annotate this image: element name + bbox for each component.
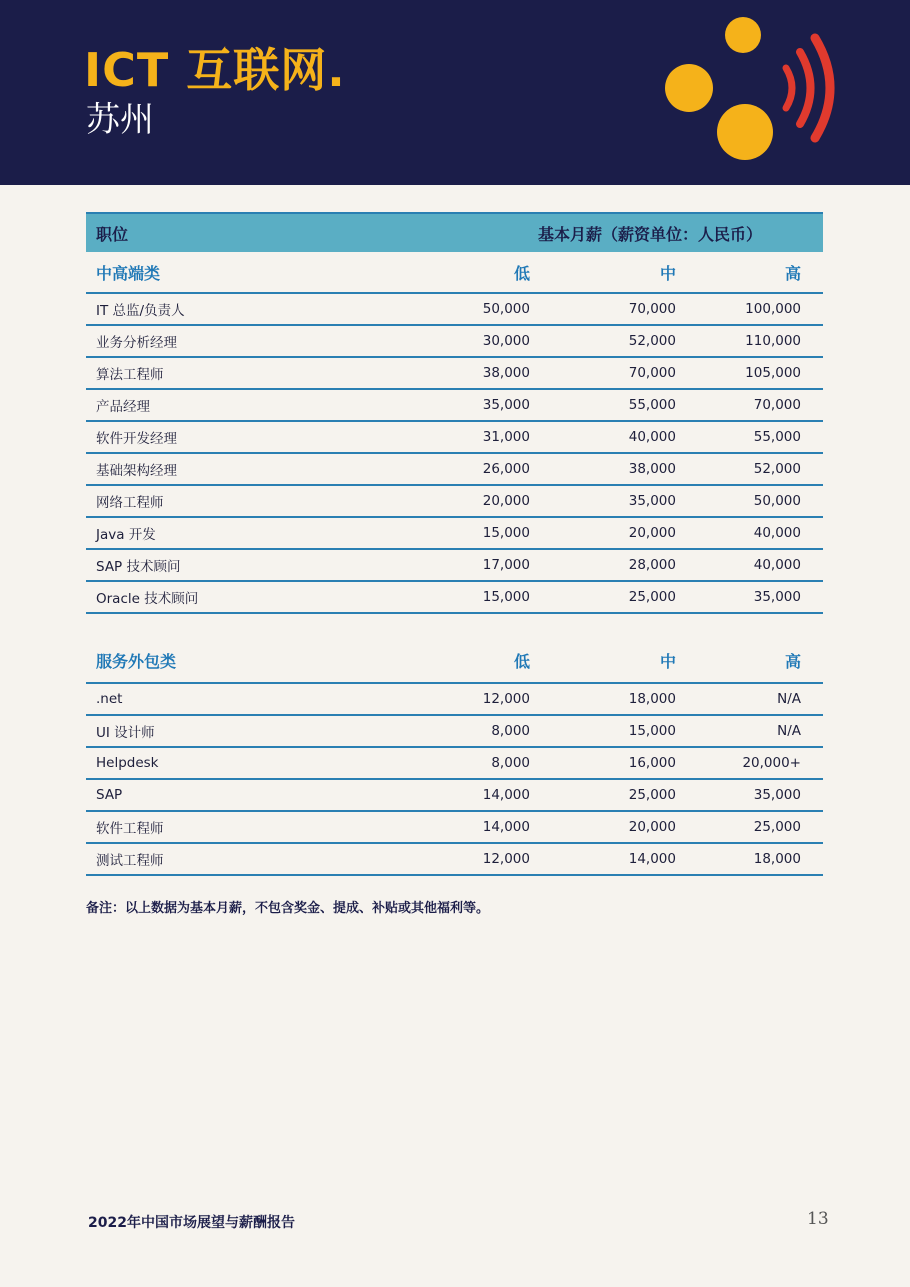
salary-high: 52,000: [753, 461, 801, 477]
position-name: IT 总监/负责人: [96, 303, 185, 319]
position-name: .net: [96, 691, 123, 707]
salary-mid: 15,000: [628, 723, 676, 739]
position-name: Helpdesk: [96, 755, 159, 771]
salary-mid: 35,000: [628, 493, 676, 509]
salary-mid: 20,000: [628, 819, 676, 835]
salary-low: 35,000: [482, 397, 530, 413]
table-header-row: [86, 212, 823, 252]
salary-mid: 70,000: [628, 365, 676, 381]
position-name: 测试工程师: [96, 853, 164, 869]
position-name: UI 设计师: [96, 725, 155, 741]
salary-low: 12,000: [482, 691, 530, 707]
salary-table: [86, 212, 823, 876]
column-low-label: 低: [513, 263, 530, 283]
table-row: [86, 748, 823, 780]
position-name: SAP: [96, 787, 123, 803]
salary-high: 110,000: [745, 333, 801, 349]
salary-mid: 14,000: [628, 851, 676, 867]
salary-mid: 16,000: [628, 755, 676, 771]
table-row: [86, 454, 823, 486]
salary-mid: 70,000: [628, 301, 676, 317]
salary-low: 31,000: [482, 429, 530, 445]
logo-dot-left: [665, 64, 713, 112]
logo-wave-1: [786, 68, 792, 108]
footnote: 备注：以上数据为基本月薪，不包含奖金、提成、补贴或其他福利等。: [86, 901, 490, 916]
logo-dot-top: [725, 17, 761, 53]
group-name: 服务外包类: [96, 651, 177, 671]
salary-mid: 25,000: [628, 589, 676, 605]
table-row: [86, 582, 823, 614]
page-subtitle-city: 苏州: [86, 100, 154, 140]
table-row: [86, 844, 823, 876]
table-row: [86, 326, 823, 358]
position-name: 算法工程师: [96, 367, 164, 383]
position-name: 基础架构经理: [96, 463, 177, 479]
table-row: [86, 422, 823, 454]
page-number: 13: [807, 1209, 829, 1229]
salary-low: 50,000: [482, 301, 530, 317]
salary-low: 8,000: [491, 755, 530, 771]
table-row: [86, 358, 823, 390]
page-title: ICT 互联网.: [84, 43, 346, 97]
salary-low: 8,000: [491, 723, 530, 739]
column-header-position: 职位: [96, 224, 129, 244]
column-low-label: 低: [513, 651, 530, 671]
position-name: SAP 技术顾问: [96, 559, 181, 575]
position-name: 软件工程师: [96, 821, 164, 837]
footer-report-title: 2022年中国市场展望与薪酬报告: [88, 1215, 295, 1231]
table-row: [86, 550, 823, 582]
salary-high: 20,000+: [742, 755, 801, 771]
salary-high: 40,000: [753, 525, 801, 541]
salary-low: 38,000: [482, 365, 530, 381]
logo-dot-bottom: [717, 104, 773, 160]
table-row: [86, 716, 823, 748]
table-row: [86, 812, 823, 844]
salary-low: 14,000: [482, 787, 530, 803]
salary-high: 100,000: [745, 301, 801, 317]
salary-low: 15,000: [482, 525, 530, 541]
salary-mid: 55,000: [628, 397, 676, 413]
salary-high: 35,000: [753, 787, 801, 803]
salary-mid: 20,000: [628, 525, 676, 541]
logo-wave-2: [800, 52, 811, 124]
salary-mid: 28,000: [628, 557, 676, 573]
position-name: Java 开发: [96, 527, 156, 543]
table-row: [86, 294, 823, 326]
salary-high: N/A: [777, 691, 801, 707]
group-header: [86, 252, 823, 294]
salary-low: 20,000: [482, 493, 530, 509]
salary-high: 18,000: [753, 851, 801, 867]
salary-high: N/A: [777, 723, 801, 739]
table-body: [86, 252, 823, 876]
position-name: 业务分析经理: [96, 335, 177, 351]
salary-low: 26,000: [482, 461, 530, 477]
salary-high: 25,000: [753, 819, 801, 835]
column-high-label: 高: [784, 651, 801, 671]
salary-high: 50,000: [753, 493, 801, 509]
column-mid-label: 中: [659, 263, 676, 283]
brand-logo-icon: [655, 10, 855, 170]
salary-low: 14,000: [482, 819, 530, 835]
salary-mid: 40,000: [628, 429, 676, 445]
salary-mid: 38,000: [628, 461, 676, 477]
position-name: 网络工程师: [96, 495, 164, 511]
salary-high: 105,000: [745, 365, 801, 381]
salary-low: 15,000: [482, 589, 530, 605]
salary-high: 40,000: [753, 557, 801, 573]
position-name: Oracle 技术顾问: [96, 591, 199, 607]
table-row: [86, 684, 823, 716]
table-row: [86, 518, 823, 550]
salary-low: 17,000: [482, 557, 530, 573]
table-row: [86, 486, 823, 518]
position-name: 产品经理: [96, 399, 150, 415]
column-high-label: 高: [784, 263, 801, 283]
column-mid-label: 中: [659, 651, 676, 671]
position-name: 软件开发经理: [96, 431, 177, 447]
column-header-salary: 基本月薪（薪资单位：人民币）: [538, 224, 763, 244]
salary-mid: 52,000: [628, 333, 676, 349]
table-row: [86, 390, 823, 422]
logo-wave-3: [815, 38, 830, 138]
salary-high: 35,000: [753, 589, 801, 605]
salary-mid: 25,000: [628, 787, 676, 803]
salary-low: 12,000: [482, 851, 530, 867]
page-header: [0, 0, 910, 185]
table-row: [86, 780, 823, 812]
group-header: [86, 638, 823, 684]
salary-low: 30,000: [482, 333, 530, 349]
salary-high: 55,000: [753, 429, 801, 445]
salary-high: 70,000: [753, 397, 801, 413]
group-name: 中高端类: [96, 263, 161, 283]
salary-mid: 18,000: [628, 691, 676, 707]
